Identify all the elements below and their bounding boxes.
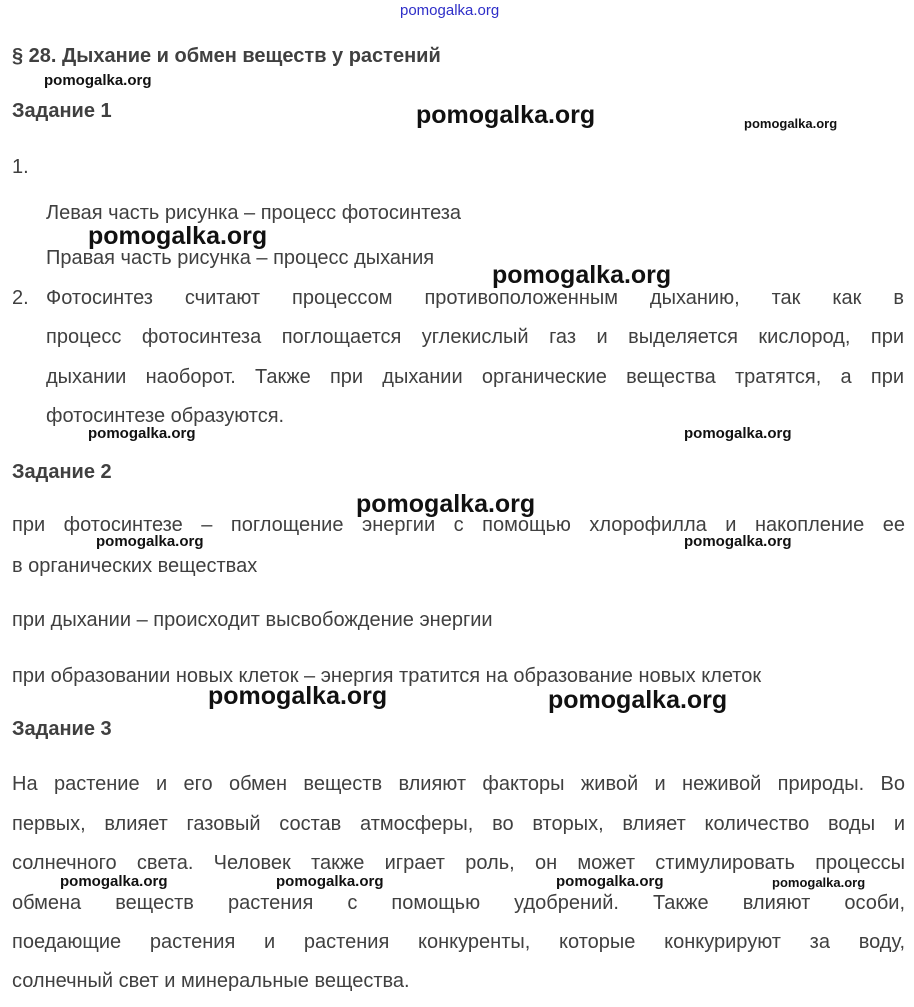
page-title: § 28. Дыхание и обмен веществ у растений: [12, 45, 441, 67]
watermark: pomogalka.org: [44, 72, 152, 89]
watermark: pomogalka.org: [416, 101, 596, 129]
task3-line-6: солнечный свет и минеральные вещества.: [12, 970, 410, 992]
task1-item2-line-4: фотосинтезе образуются.: [46, 405, 285, 427]
watermark: pomogalka.org: [88, 222, 268, 250]
task1-item1-line-2: Правая часть рисунка – процесс дыхания: [46, 247, 435, 269]
task1-item1-line-1: Левая часть рисунка – процесс фотосинтеза: [46, 202, 462, 224]
task3-line-5: поедающие растения и растения конкуренты, которые конкурируют за воду,: [12, 931, 905, 953]
task2-line-3: при дыхании – происходит высвобождение энергии: [12, 609, 493, 631]
watermark: pomogalka.org: [548, 686, 728, 714]
watermark: pomogalka.org: [684, 533, 792, 550]
watermark: pomogalka.org: [96, 533, 204, 550]
watermark: pomogalka.org: [356, 490, 536, 518]
watermark: pomogalka.org: [744, 116, 838, 131]
task1-item2-line-3: дыхании наоборот. Также при дыхании органические вещества тратятся, а при: [46, 366, 904, 388]
task2-line-1: при фотосинтезе – поглощение энергии с помощью хлорофилла и накопление ее: [12, 514, 905, 536]
watermark: pomogalka.org: [684, 425, 792, 442]
task1-item1-number: 1.: [12, 156, 29, 178]
task1-item2-line-2: процесс фотосинтеза поглощается углекислый газ и выделяется кислород, при: [46, 326, 904, 348]
watermark: pomogalka.org: [276, 873, 384, 890]
watermark: pomogalka.org: [60, 873, 168, 890]
task3-line-1: На растение и его обмен веществ влияют факторы живой и неживой природы. Во: [12, 773, 905, 795]
task3-line-4: обмена веществ растения с помощью удобрений. Также влияют особи,: [12, 892, 905, 914]
task2-line-4: при образовании новых клеток – энергия тратится на образование новых клеток: [12, 665, 762, 687]
task2-heading: Задание 2: [12, 461, 112, 483]
task3-line-3: солнечного света. Человек также играет роль, он может стимулировать процессы: [12, 852, 905, 874]
top-watermark[interactable]: pomogalka.org: [400, 2, 500, 19]
task2-line-2: в органических веществах: [12, 555, 258, 577]
watermark: pomogalka.org: [208, 682, 388, 710]
watermark: pomogalka.org: [492, 261, 672, 289]
watermark: pomogalka.org: [556, 873, 664, 890]
task3-line-2: первых, влияет газовый состав атмосферы, во вторых, влияет количество воды и: [12, 813, 905, 835]
task1-heading: Задание 1: [12, 100, 112, 122]
task1-item2-line-1: Фотосинтез считают процессом противоположенным дыханию, так как в: [46, 287, 904, 309]
task3-heading: Задание 3: [12, 718, 112, 740]
watermark: pomogalka.org: [772, 875, 866, 890]
task1-item2-number: 2.: [12, 287, 29, 309]
watermark: pomogalka.org: [88, 425, 196, 442]
